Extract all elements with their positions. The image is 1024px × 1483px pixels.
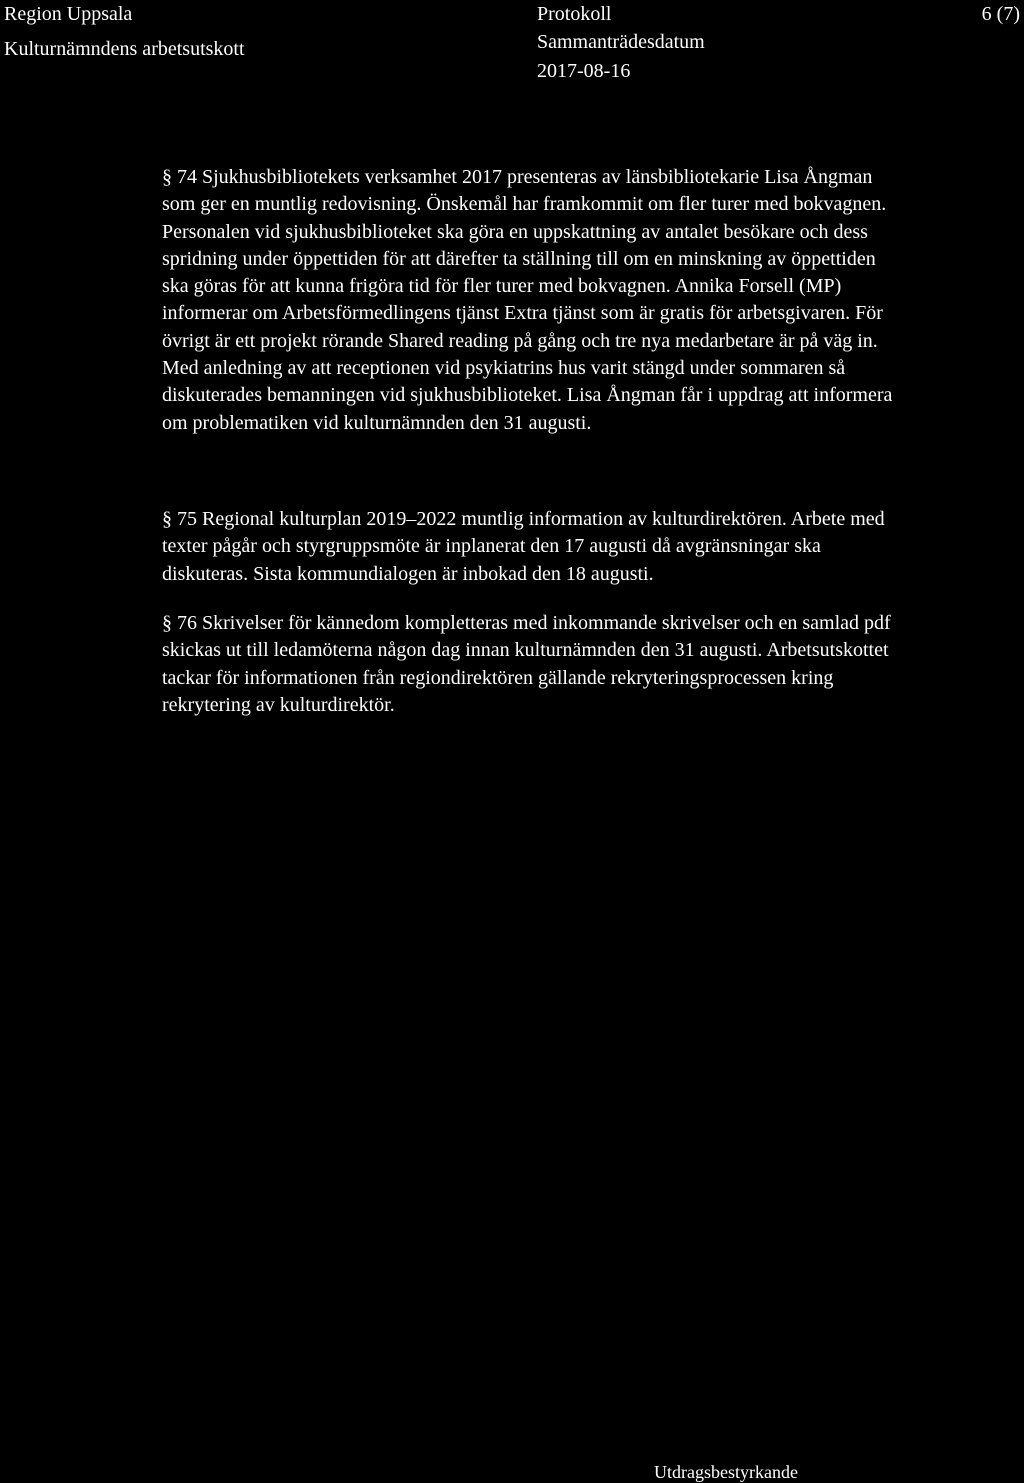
organization-name: Region Uppsala [4,3,133,25]
paragraph-76: § 76 Skrivelser för kännedom kompletteras med inkommande skrivelser och en samlad pdf skickas ut till ledamöterna någon dag innan kulturnämnden den 31 augusti. Arbetsutskottet tackar för informationen från regiondirektören gällande rekryteringsprocessen kring rekrytering av kulturdirektör. [162,612,891,716]
meeting-date: 2017-08-16 [537,60,631,82]
document-type: Protokoll [537,3,612,25]
page-number: 6 (7) [981,3,1020,25]
committee-name: Kulturnämndens arbetsutskott [4,38,245,60]
meeting-date-label: Sammanträdesdatum [537,31,705,53]
certification-label: Utdragsbestyrkande [654,1462,798,1482]
paragraph-75: § 75 Regional kulturplan 2019–2022 muntlig information av kulturdirektören. Arbete med texter pågår och styrgruppsmöte är inplanerat den 17 augusti då avgränsningar ska diskuteras. Sista kommundialogen är inbokad den 18 augusti. [162,508,885,585]
paragraph-74: § 74 Sjukhusbibliotekets verksamhet 2017 presenteras av länsbibliotekarie Lisa Ångman som ger en muntlig redovisning. Önskemål har framkommit om fler turer med bokvagnen. Personalen vid sjukhusbiblioteket ska göra en uppskattning av antalet besökare och dess spridning under öppettiden för att därefter ta ställning till om en minskning av öppettiden ska göras för att kunna frigöra tid för fler turer med bokvagnen. Annika Forsell (MP) informerar om Arbetsförmedlingens tjänst Extra tjänst som är gratis för arbetsgivaren. För övrigt är ett projekt rörande Shared reading på gång och tre nya medarbetare är på väg in. Med anledning av att receptionen vid psykiatrins hus varit stängd under sommaren så diskuterades bemanningen vid sjukhusbiblioteket. Lisa Ångman får i uppdrag att informera om problematiken vid kulturnämnden den 31 augusti. [162,166,893,434]
